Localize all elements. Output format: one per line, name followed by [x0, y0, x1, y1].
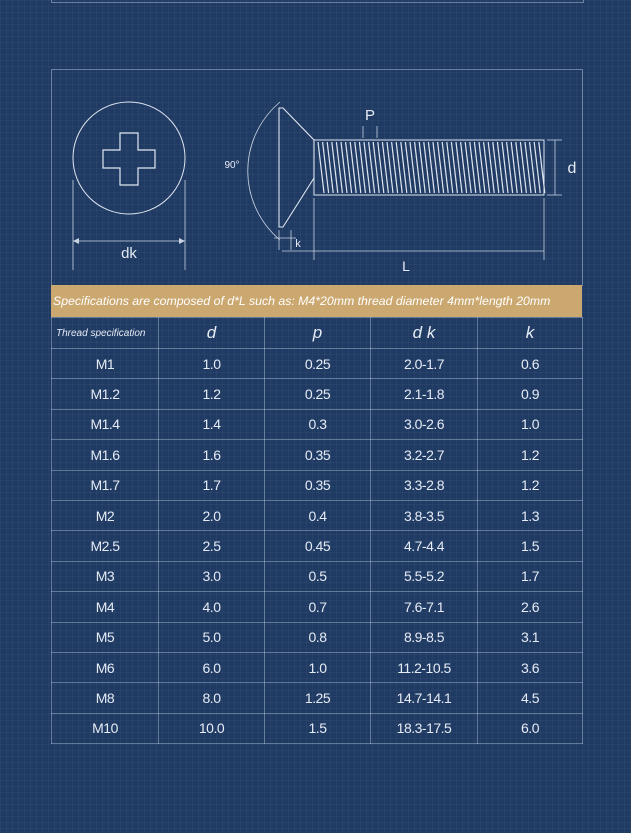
table-header-row: [52, 318, 583, 349]
head-circle: [73, 102, 185, 214]
cell-spec: M1.2: [52, 379, 159, 409]
header-p: p: [265, 318, 371, 349]
cell-dk: 3.8-3.5: [371, 500, 478, 530]
cell-k: 4.5: [478, 683, 583, 713]
table-row: [52, 500, 583, 530]
cell-dk: 14.7-14.1: [371, 683, 478, 713]
cell-k: 1.7: [478, 561, 583, 591]
cell-d: 3.0: [159, 561, 265, 591]
cell-d: 1.4: [159, 409, 265, 439]
table-row: [52, 440, 583, 470]
cell-p: 0.25: [265, 379, 371, 409]
table-row: [52, 622, 583, 652]
cell-dk: 4.7-4.4: [371, 531, 478, 561]
cell-p: 0.45: [265, 531, 371, 561]
cell-k: 6.0: [478, 713, 583, 743]
cell-d: 1.7: [159, 470, 265, 500]
cell-k: 0.6: [478, 349, 583, 379]
cell-d: 2.0: [159, 500, 265, 530]
cell-spec: M1.6: [52, 440, 159, 470]
top-frame: [51, 0, 584, 3]
cell-p: 1.5: [265, 713, 371, 743]
k-label: k: [295, 238, 301, 250]
table-row: [52, 409, 583, 439]
header-thread-spec: Thread specification: [52, 318, 159, 349]
dk-label: dk: [121, 245, 137, 262]
angle-label: 90°: [224, 160, 240, 171]
table-row: [52, 531, 583, 561]
table-row: [52, 561, 583, 591]
screw-diagram: [51, 69, 583, 286]
header-k: k: [478, 318, 583, 349]
cell-d: 10.0: [159, 713, 265, 743]
cell-k: 3.1: [478, 622, 583, 652]
cell-dk: 5.5-5.2: [371, 561, 478, 591]
cell-p: 0.25: [265, 349, 371, 379]
cell-dk: 2.0-1.7: [371, 349, 478, 379]
cell-dk: 2.1-1.8: [371, 379, 478, 409]
cell-k: 1.2: [478, 440, 583, 470]
pitch-label: P: [364, 107, 376, 124]
cell-dk: 3.3-2.8: [371, 470, 478, 500]
thread-lines: [318, 142, 545, 193]
cell-p: 0.5: [265, 561, 371, 591]
cell-p: 1.25: [265, 683, 371, 713]
cell-d: 1.6: [159, 440, 265, 470]
cell-d: 6.0: [159, 652, 265, 682]
cell-d: 2.5: [159, 531, 265, 561]
cell-p: 0.3: [265, 409, 371, 439]
cell-dk: 8.9-8.5: [371, 622, 478, 652]
cell-spec: M2.5: [52, 531, 159, 561]
cell-d: 4.0: [159, 592, 265, 622]
cell-p: 0.4: [265, 500, 371, 530]
cell-p: 1.0: [265, 652, 371, 682]
cell-dk: 11.2-10.5: [371, 652, 478, 682]
cell-p: 0.35: [265, 470, 371, 500]
cell-p: 0.35: [265, 440, 371, 470]
screw-drawing: [52, 70, 582, 286]
cell-k: 1.0: [478, 409, 583, 439]
cell-spec: M6: [52, 652, 159, 682]
cell-dk: 3.2-2.7: [371, 440, 478, 470]
phillips-cross-icon: [103, 133, 155, 185]
header-d: d: [159, 318, 265, 349]
cell-dk: 7.6-7.1: [371, 592, 478, 622]
angle-arc: [248, 102, 280, 240]
cell-spec: M1.7: [52, 470, 159, 500]
table-row: [52, 683, 583, 713]
table-row: [52, 713, 583, 743]
cell-d: 5.0: [159, 622, 265, 652]
cell-k: 2.6: [478, 592, 583, 622]
cell-spec: M4: [52, 592, 159, 622]
table-row: [52, 349, 583, 379]
table-row: [52, 592, 583, 622]
cell-dk: 18.3-17.5: [371, 713, 478, 743]
table-row: [52, 470, 583, 500]
cell-k: 1.3: [478, 500, 583, 530]
cell-spec: M3: [52, 561, 159, 591]
cell-d: 1.0: [159, 349, 265, 379]
cell-spec: M1.4: [52, 409, 159, 439]
cell-spec: M8: [52, 683, 159, 713]
cell-spec: M2: [52, 500, 159, 530]
l-label: L: [402, 258, 410, 274]
cell-spec: M10: [52, 713, 159, 743]
cell-d: 1.2: [159, 379, 265, 409]
cell-k: 1.5: [478, 531, 583, 561]
cell-k: 3.6: [478, 652, 583, 682]
spec-banner: Specifications are composed of d*L such as: M4*20mm thread diameter 4mm*length 20mm: [51, 285, 582, 317]
cell-k: 1.2: [478, 470, 583, 500]
cell-d: 8.0: [159, 683, 265, 713]
d-label: d: [567, 160, 577, 177]
cell-p: 0.8: [265, 622, 371, 652]
header-dk: d k: [371, 318, 478, 349]
table-row: [52, 652, 583, 682]
table-row: [52, 379, 583, 409]
spec-table: [51, 317, 583, 744]
cell-p: 0.7: [265, 592, 371, 622]
cell-dk: 3.0-2.6: [371, 409, 478, 439]
cell-spec: M5: [52, 622, 159, 652]
cell-k: 0.9: [478, 379, 583, 409]
cell-spec: M1: [52, 349, 159, 379]
screw-head-side: [279, 108, 314, 227]
